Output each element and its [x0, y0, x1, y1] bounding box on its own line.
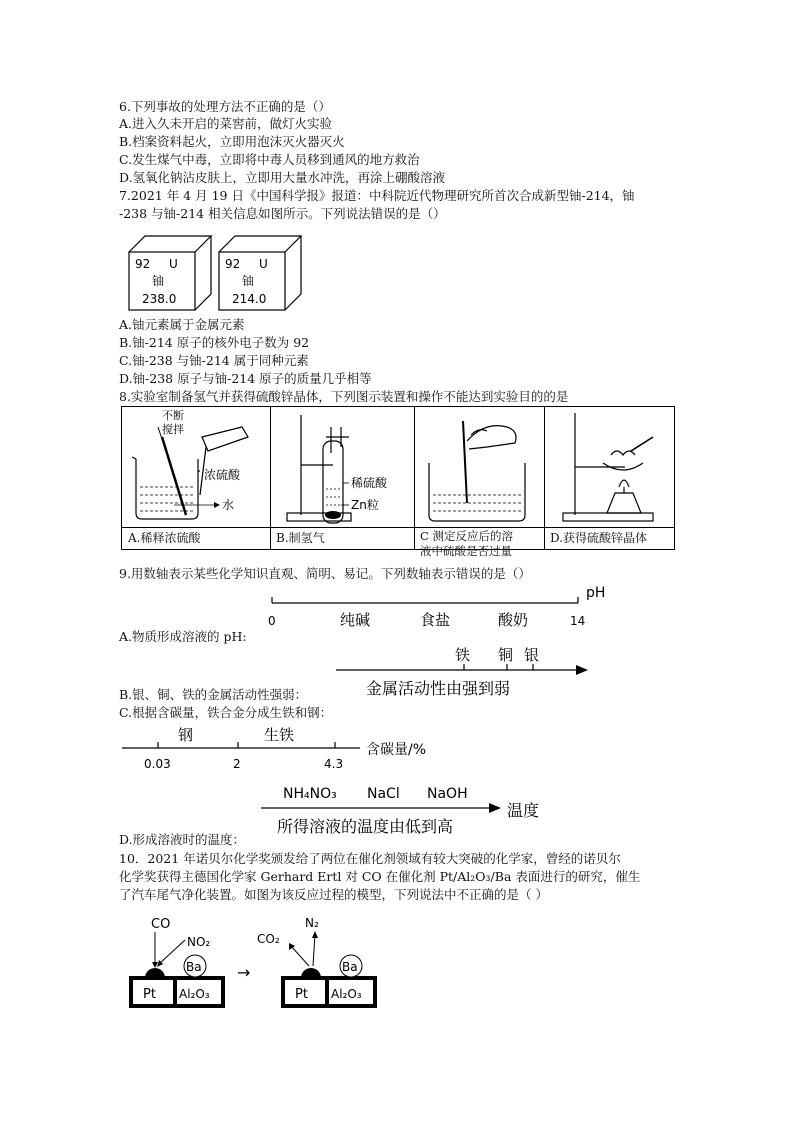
q9c-caption: C.根据含碳量，铁合金分成生铁和钢：	[119, 705, 333, 720]
left-pt: Pt	[143, 987, 156, 1002]
q6-option-d: D.氢氧化钠沾皮肤上，立即用大量水冲洗，再涂上硼酸溶液	[119, 170, 446, 185]
dilution-apparatus	[122, 407, 270, 527]
right-pt: Pt	[295, 987, 308, 1002]
q9d-caption: D.形成溶液时的温度：	[119, 832, 246, 847]
q9b-iron: 铁	[455, 646, 471, 664]
right-ba: Ba	[342, 960, 358, 974]
q9-stem: 9.用数轴表示某些化学知识直观、简明、易记。下列数轴表示错误的是（）	[119, 566, 531, 581]
left-co: CO	[151, 917, 171, 932]
q8-stem: 8.实验室制备氢气并获得硫酸锌晶体，下列图示装置和操作不能达到实验目的的是	[119, 389, 569, 404]
right-co2: CO₂	[257, 932, 280, 946]
cube1-symbol: U	[169, 257, 178, 271]
q9c-unit: 含碳量/%	[366, 742, 427, 758]
q8-caption-d: D.获得硫酸锌晶体	[550, 531, 648, 545]
q9b-axis-label: 金属活动性由强到弱	[366, 679, 511, 698]
q9a-tick-14: 14	[570, 614, 586, 628]
q9d-nh4no3: NH₄NO₃	[283, 786, 337, 802]
q9d-unit: 温度	[507, 801, 540, 820]
label-water: 水	[222, 498, 235, 512]
q6-option-b: B.档案资料起火，立即用泡沫灭火器灭火	[119, 134, 345, 149]
q9d-temperature-axis	[255, 780, 555, 840]
ph-test-apparatus	[415, 407, 544, 527]
q10-line1: 10．2021 年诺贝尔化学奖颁发给了两位在催化剂领域有较大突破的化学家，曾经的诺贝尔	[119, 851, 621, 866]
uranium-cubes-figure	[125, 230, 315, 315]
left-no2: NO₂	[187, 935, 211, 949]
q9c-tick-43: 4.3	[324, 757, 344, 771]
q9b-caption: B.银、铜、铁的金属活动性强弱：	[119, 687, 308, 702]
q7-option-c: C.铀-238 与铀-214 属于同种元素	[119, 353, 309, 368]
q9b-copper: 铜	[498, 646, 514, 664]
reaction-arrow: →	[237, 963, 251, 982]
q9c-pig-iron: 生铁	[264, 726, 295, 744]
q8-caption-c2: 液中硫酸是否过量	[420, 544, 512, 558]
label-stir: 不断	[162, 409, 184, 422]
cube1-mass: 238.0	[142, 292, 177, 306]
q9a-yogurt: 酸奶	[498, 611, 529, 629]
q7-option-d: D.铀-238 原子与铀-214 原子的质量几乎相等	[119, 371, 372, 386]
q9c-steel: 钢	[178, 726, 194, 744]
q9d-nacl: NaCl	[367, 786, 400, 802]
q9a-tick-0: 0	[268, 614, 276, 628]
left-al2o3: Al₂O₃	[179, 987, 210, 1001]
cube2-mass: 214.0	[232, 292, 267, 306]
q9a-unit: pH	[586, 585, 606, 601]
left-ba: Ba	[186, 960, 202, 974]
q9a-salt: 食盐	[420, 611, 451, 629]
q9c-carbon-axis	[118, 722, 458, 772]
q9c-tick-003: 0.03	[144, 757, 171, 771]
q8-apparatus-table	[121, 406, 675, 558]
q7-option-b: B.铀-214 原子的核外电子数为 92	[119, 335, 310, 350]
label-dilute-acid: 稀硫酸	[351, 476, 388, 490]
q9d-naoh: NaOH	[427, 786, 468, 802]
cube2-number: 92	[225, 257, 241, 271]
q8-caption-b: B.制氢气	[276, 531, 325, 545]
q7-stem-line1: 7.2021 年 4 月 19 日《中国科学报》报道：中科院近代物理研究所首次合成新型铀-214，铀	[119, 188, 635, 203]
label-conc-acid: 浓硫酸	[204, 468, 241, 482]
q10-line2: 化学奖获得主德国化学家 Gerhard Ertl 对 CO 在催化剂 Pt/Al₂O₃/Ba 表面进行的研究，催生	[119, 869, 641, 884]
q8-caption-a: A.稀释浓硫酸	[128, 531, 201, 545]
q10-line3: 了汽车尾气净化装置。如图为该反应过程的模型，下列说法中不正确的是（ ）	[119, 887, 548, 902]
q9a-caption: A.物质形成溶液的 pH:	[119, 629, 247, 644]
q6-option-a: A.进入久未开启的菜窖前，做灯火实验	[119, 116, 333, 131]
cube2-name: 铀	[242, 274, 255, 288]
hydrogen-apparatus	[271, 407, 414, 527]
q9a-ph-axis	[260, 583, 620, 633]
label-stir2: 搅拌	[162, 423, 184, 436]
q9b-silver: 银	[524, 646, 540, 664]
q9a-soda: 纯碱	[340, 611, 371, 629]
cube2-symbol: U	[259, 257, 268, 271]
q7-stem-line2: -238 与铀-214 相关信息如图所示。下列说法错误的是（）	[119, 206, 446, 221]
q9d-axis-label: 所得溶液的温度由低到高	[277, 817, 454, 836]
q6-stem: 6.下列事故的处理方法不正确的是（）	[119, 99, 331, 114]
cube1-number: 92	[135, 257, 151, 271]
q6-option-c: C.发生煤气中毒，立即将中毒人员移到通风的地方救治	[119, 152, 420, 167]
q8-caption-c1: C 测定反应后的溶	[420, 529, 513, 543]
right-n2: N₂	[305, 916, 319, 930]
right-al2o3: Al₂O₃	[331, 987, 362, 1001]
q7-option-a: A.铀元素属于金属元素	[119, 317, 245, 332]
q9b-activity-axis	[330, 640, 600, 702]
label-zinc: Zn粒	[351, 498, 379, 512]
catalyst-model-figure	[125, 910, 395, 1010]
cube1-name: 铀	[152, 274, 165, 288]
evaporation-apparatus	[545, 407, 674, 527]
q9c-tick-2: 2	[233, 757, 241, 771]
